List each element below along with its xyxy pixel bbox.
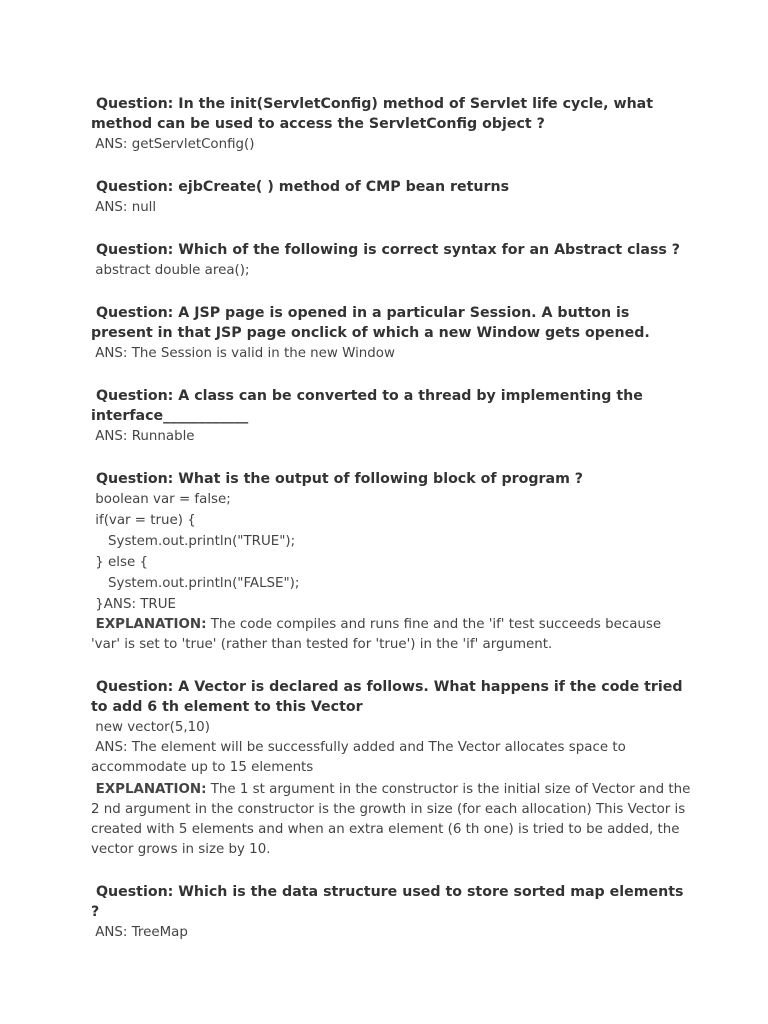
- question-text: Question: In the init(ServletConfig) method of Servlet life cycle, what method can be used to access the ServletConfig object ?: [91, 96, 658, 132]
- answer-text: ANS: The Session is valid in the new Window: [91, 346, 395, 361]
- qa-item-7: [91, 677, 695, 860]
- qa-item-2: [91, 177, 691, 218]
- code-line: } else {: [91, 555, 148, 570]
- question-text: Question: A Vector is declared as follows. What happens if the code tried to add 6 th element to this Vector: [91, 679, 688, 715]
- question-text: Question: A JSP page is opened in a particular Session. A button is present in that JSP page onclick of which a new Window gets opened.: [91, 305, 650, 341]
- explanation-label: EXPLANATION:: [91, 782, 207, 797]
- question-text: Question: Which of the following is correct syntax for an Abstract class ?: [91, 242, 681, 258]
- document-page: [91, 94, 695, 943]
- code-line: new vector(5,10): [91, 720, 210, 735]
- code-line: System.out.println("TRUE");: [91, 534, 296, 549]
- explanation: [91, 615, 691, 655]
- answer-text: ANS: The element will be successfully added and The Vector allocates space to accommodate up to 15 elements: [91, 740, 631, 775]
- qa-item-8: [91, 882, 691, 943]
- explanation-label: EXPLANATION:: [91, 617, 207, 632]
- qa-item-5: [91, 386, 691, 447]
- qa-item-4: [91, 303, 691, 364]
- code-line: boolean var = false;: [91, 492, 231, 507]
- question-text: Question: Which is the data structure used to store sorted map elements ?: [91, 884, 689, 920]
- answer-text: ANS: getServletConfig(): [91, 137, 255, 152]
- question-text: Question: ejbCreate( ) method of CMP bean returns: [91, 179, 510, 195]
- answer-text: ANS: Runnable: [91, 429, 195, 444]
- question-text: Question: What is the output of following block of program ?: [91, 471, 584, 487]
- code-line: if(var = true) {: [91, 513, 196, 528]
- qa-item-3: [91, 240, 691, 281]
- qa-item-1: [91, 94, 691, 155]
- explanation: [91, 780, 695, 860]
- explanation-text: The 1 st argument in the constructor is the initial size of Vector and the 2 nd argument in the constructor is the growth in size (for each allocation) This Vector is created with 5 elements and when an extra element (6 th one) is tried to be added, the vector grows in size by 10.: [91, 782, 695, 857]
- code-line-answer: }ANS: TRUE: [91, 597, 176, 612]
- explanation-text: The code compiles and runs fine and the 'if' test succeeds because 'var' is set to 'true' (rather than tested for 'true') in the 'if' argument.: [91, 617, 666, 652]
- answer-text: ANS: null: [91, 200, 157, 215]
- qa-item-6: [91, 469, 691, 655]
- question-text: Question: A class can be converted to a thread by implementing the interface____________: [91, 388, 648, 424]
- answer-text: ANS: TreeMap: [91, 925, 188, 940]
- answer-text: abstract double area();: [91, 263, 250, 278]
- code-line: System.out.println("FALSE");: [91, 576, 300, 591]
